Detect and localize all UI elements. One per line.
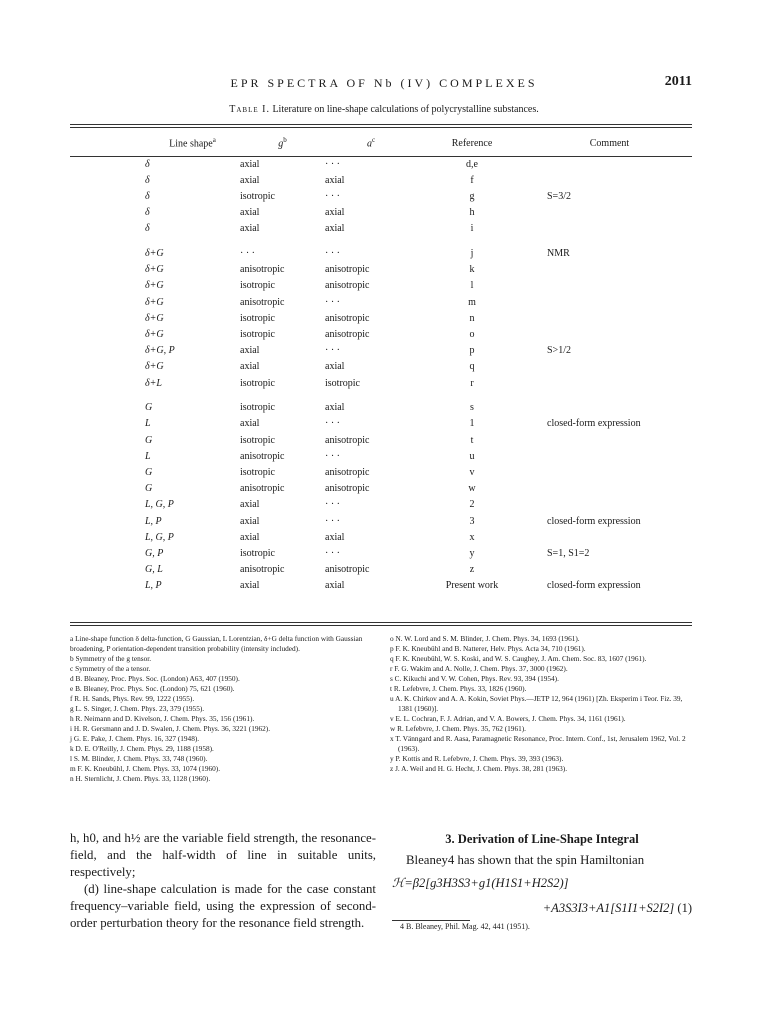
table-cell [240, 391, 325, 400]
footnote: o N. W. Lord and S. M. Blinder, J. Chem. Phys. 34, 1693 (1961). [390, 634, 580, 643]
spacer-cell [70, 343, 145, 359]
table-cell [527, 237, 692, 246]
table-cell: axial [325, 531, 345, 543]
table-cell: L, P [145, 580, 162, 592]
equation-line-2 [543, 901, 692, 916]
footnote: b Symmetry of the g tensor. [70, 654, 152, 663]
body-text-right [392, 852, 692, 869]
spacer-cell [70, 188, 145, 204]
table-cell: x [469, 531, 475, 543]
table-cell: p [469, 345, 475, 357]
table-row [70, 513, 692, 529]
table-cell [417, 391, 527, 400]
spacer-cell [70, 481, 145, 497]
footnotes-right [390, 634, 692, 774]
table-header-row [70, 130, 692, 156]
spacer-cell [70, 172, 145, 188]
table-cell: isotropic [240, 466, 275, 478]
table-cell: G, L [145, 564, 163, 576]
column-header: $g^b$ [278, 136, 287, 150]
spacer-cell [70, 432, 145, 448]
table-row [70, 205, 692, 221]
table-cell: axial [240, 580, 260, 592]
table-cell: anisotropic [325, 434, 370, 446]
footnote: c Symmetry of the a tensor. [70, 664, 151, 673]
table-cell: axial [240, 418, 260, 430]
table-cell [527, 375, 692, 391]
table-row [70, 245, 692, 261]
table-cell: anisotropic [240, 264, 285, 276]
table-cell: δ+G [145, 248, 164, 260]
table-cell [527, 448, 692, 464]
table-cell: anisotropic [325, 312, 370, 324]
table-cell: isotropic [240, 280, 275, 292]
footnotes-left [70, 634, 368, 784]
footnote: n H. Sternlicht, J. Chem. Phys. 33, 1128 (1960). [70, 774, 211, 783]
spacer-cell [70, 130, 145, 156]
table-cell: i [470, 223, 474, 235]
table-cell: · · · [325, 450, 340, 462]
table-row [70, 188, 692, 204]
table-cell: · · · [325, 418, 340, 430]
table-cell: t [470, 434, 474, 446]
table-cell: r [470, 377, 474, 389]
footnote: x T. Vänngard and R. Aasa, Paramagnetic Resonance, Proc. Intern. Conf., 1st, Jerusalem 1962, Vol. 2 (1963). [390, 734, 686, 753]
table-cell: n [469, 312, 475, 324]
table-cell: δ+G [145, 361, 164, 373]
table-cell: anisotropic [325, 564, 370, 576]
table-cell: L, P [145, 515, 162, 527]
table-cell: 2 [469, 499, 475, 511]
spacer-cell [70, 156, 145, 172]
footnote: u A. K. Chirkov and A. A. Kokin, Soviet Phys.—JETP 12, 964 (1961) [Zh. Eksperim i Teor. Fiz. 39, 1381 (1960)]. [390, 694, 683, 713]
table-cell: Present work [445, 580, 499, 592]
spacer-cell [70, 359, 145, 375]
table-cell: isotropic [240, 312, 275, 324]
table-cell: m [468, 296, 476, 308]
footnote: s C. Kikuchi and V. W. Cohen, Phys. Rev. 93, 394 (1954). [390, 674, 559, 683]
column-header: Reference [451, 137, 493, 149]
table-cell: · · · [325, 547, 340, 559]
table-cell [527, 529, 692, 545]
equation-number: (1) [677, 901, 692, 915]
table-cell: δ+G [145, 328, 164, 340]
table-cell: j [470, 248, 474, 260]
spacer-cell [70, 416, 145, 432]
table-cell: · · · [325, 158, 340, 170]
table-cell: axial [240, 174, 260, 186]
table-cell: L [145, 418, 151, 430]
table-row [70, 578, 692, 594]
footnote: v E. L. Cochran, F. J. Adrian, and V. A. Bowers, J. Chem. Phys. 34, 1161 (1961). [390, 714, 626, 723]
spacer-cell [70, 221, 145, 237]
row-gap [70, 237, 692, 246]
table-cell: · · · [325, 248, 340, 260]
table-cell: closed-form expression [547, 515, 641, 527]
table-cell [527, 391, 692, 400]
table-cell: isotropic [240, 377, 275, 389]
footnote: e B. Bleaney, Proc. Phys. Soc. (London) 75, 621 (1960). [70, 684, 235, 693]
table-cell: δ [145, 158, 150, 170]
equation-terms: +A3S3I3+A1[S1I1+S2I2] [542, 901, 675, 915]
table-cell: anisotropic [240, 564, 285, 576]
footnote: h R. Neimann and D. Kivelson, J. Chem. Phys. 35, 156 (1961). [70, 714, 255, 723]
footnote: j G. E. Pake, J. Chem. Phys. 16, 327 (1948). [70, 734, 200, 743]
table-cell [527, 326, 692, 342]
table-row [70, 359, 692, 375]
table-cell [527, 172, 692, 188]
table-cell: 3 [469, 515, 475, 527]
table-cell: closed-form expression [547, 418, 641, 430]
table-cell: S=3/2 [547, 190, 571, 202]
table-cell: isotropic [240, 402, 275, 414]
table-cell [240, 237, 325, 246]
table-row [70, 481, 692, 497]
table-cell: z [469, 564, 475, 576]
table-cell [527, 294, 692, 310]
table-cell: axial [240, 223, 260, 235]
caption-label: Table I. [229, 104, 270, 115]
paragraph: h, h0, and h½ are the variable field strength, the resonance-field, and the half-width of line in suitable units, respectively; [70, 831, 376, 879]
table-cell: · · · [325, 515, 340, 527]
table-cell: L, G, P [145, 531, 174, 543]
spacer-cell [70, 375, 145, 391]
table-cell: L, G, P [145, 499, 174, 511]
table-cell [527, 359, 692, 375]
table-header-rule [70, 156, 692, 157]
table-cell: NMR [547, 248, 570, 260]
table-cell: anisotropic [240, 450, 285, 462]
table-cell: axial [325, 207, 345, 219]
table-cell: f [470, 174, 474, 186]
table-cell: S=1, S1=2 [547, 547, 590, 559]
table-cell [527, 278, 692, 294]
table-row [70, 278, 692, 294]
table-cell [527, 400, 692, 416]
table-row [70, 529, 692, 545]
table-caption [0, 104, 768, 115]
spacer-cell [70, 464, 145, 480]
table-cell: · · · [240, 248, 255, 260]
table-bottom-rule [70, 622, 692, 626]
table-cell: G [145, 483, 153, 495]
table-cell: axial [325, 223, 345, 235]
footnote: q F. K. Kneubühl, W. S. Koski, and W. S. Caughey, J. Am. Chem. Soc. 83, 1607 (1961). [390, 654, 647, 663]
footnote: w R. Lefebvre, J. Chem. Phys. 35, 762 (1961). [390, 724, 526, 733]
footnote: i H. R. Gersmann and J. D. Swalen, J. Chem. Phys. 36, 3221 (1962). [70, 724, 271, 733]
footnote: a Line-shape function δ delta-function, G Gaussian, L Lorentzian, δ+G delta function with Gaussian broadening, P orientation-dependent transition probability (intensity included). [70, 634, 363, 653]
table-cell: axial [325, 580, 345, 592]
table-row [70, 294, 692, 310]
table-cell: axial [240, 515, 260, 527]
table-row [70, 562, 692, 578]
table-cell [527, 481, 692, 497]
table-row [70, 343, 692, 359]
table-cell: anisotropic [325, 328, 370, 340]
column-header: Line shape$^a$ [169, 136, 216, 150]
table-cell: d,e [466, 158, 478, 170]
table-cell: 1 [469, 418, 475, 430]
table-cell: h [469, 207, 475, 219]
spacer-cell [70, 545, 145, 561]
table-cell: u [469, 450, 475, 462]
table-cell: anisotropic [325, 483, 370, 495]
spacer-cell [70, 391, 145, 400]
spacer-cell [70, 237, 145, 246]
table-cell: axial [240, 207, 260, 219]
caption-text: Literature on line-shape calculations of polycrystalline substances. [269, 104, 539, 115]
table-row [70, 262, 692, 278]
table-cell: y [469, 547, 475, 559]
table-cell: · · · [325, 190, 340, 202]
table-cell: · · · [325, 499, 340, 511]
table-cell: δ+L [145, 377, 162, 389]
table-row [70, 545, 692, 561]
table-row [70, 448, 692, 464]
table-cell [527, 262, 692, 278]
table-cell: G [145, 402, 153, 414]
table-cell: o [469, 328, 475, 340]
table-cell: δ [145, 174, 150, 186]
spacer-cell [70, 205, 145, 221]
table-cell: δ+G [145, 296, 164, 308]
spacer-cell [70, 400, 145, 416]
table-cell: δ [145, 207, 150, 219]
spacer-cell [70, 262, 145, 278]
table-cell [527, 562, 692, 578]
table-cell: s [470, 402, 474, 414]
table-cell: axial [325, 174, 345, 186]
table-cell [527, 464, 692, 480]
table-cell: isotropic [240, 547, 275, 559]
section-heading: 3. Derivation of Line-Shape Integral [445, 832, 639, 846]
table-cell: δ+G [145, 280, 164, 292]
footnote: t R. Lefebvre, J. Chem. Phys. 33, 1826 (1960). [390, 684, 527, 693]
footnote: r F. G. Wakim and A. Nolle, J. Chem. Phys. 37, 3000 (1962). [390, 664, 568, 673]
table-cell: l [470, 280, 474, 292]
table-cell: G, P [145, 547, 164, 559]
spacer-cell [70, 513, 145, 529]
table-cell [527, 156, 692, 172]
table-cell: anisotropic [325, 466, 370, 478]
spacer-cell [70, 529, 145, 545]
spacer-cell [70, 278, 145, 294]
table-cell: G [145, 466, 153, 478]
footnote-bleaney: 4 B. Bleaney, Phil. Mag. 42, 441 (1951). [400, 922, 530, 931]
table-cell: isotropic [240, 190, 275, 202]
table-cell: axial [240, 499, 260, 511]
table-row [70, 156, 692, 172]
table-top-rule [70, 124, 692, 128]
row-gap [70, 391, 692, 400]
footnote: f R. H. Sands, Phys. Rev. 99, 1222 (1955). [70, 694, 195, 703]
table-cell: axial [240, 158, 260, 170]
table-cell: k [469, 264, 475, 276]
spacer-cell [70, 448, 145, 464]
literature-table [70, 130, 692, 594]
page-number: 2011 [664, 74, 692, 89]
footnote: d B. Bleaney, Proc. Phys. Soc. (London) A63, 407 (1950). [70, 674, 240, 683]
table-cell: g [469, 190, 475, 202]
table-cell: L [145, 450, 151, 462]
table-cell [417, 237, 527, 246]
footnote-rule [392, 920, 470, 921]
table-cell: · · · [325, 296, 340, 308]
table-row [70, 221, 692, 237]
table-cell: axial [325, 361, 345, 373]
table-row [70, 375, 692, 391]
spacer-cell [70, 294, 145, 310]
table-cell: anisotropic [240, 296, 285, 308]
equation-line-1: ℋ=β2[g3H3S3+g1(H1S1+H2S2)] [392, 876, 569, 890]
table-cell: δ [145, 223, 150, 235]
table-cell: closed-form expression [547, 580, 641, 592]
table-cell [527, 221, 692, 237]
table-cell: S>1/2 [547, 345, 571, 357]
table-cell [325, 391, 417, 400]
body-text-left [70, 830, 376, 932]
footnote: p F. K. Kneubühl and B. Natterer, Helv. Phys. Acta 34, 710 (1961). [390, 644, 586, 653]
spacer-cell [70, 578, 145, 594]
table-row [70, 432, 692, 448]
spacer-cell [70, 497, 145, 513]
table-cell: isotropic [240, 434, 275, 446]
table-row [70, 464, 692, 480]
table-cell: isotropic [240, 328, 275, 340]
paragraph: (d) line-shape calculation is made for the case constant frequency–variable field, using the expression of second-order perturbation theory for the resonance field strength. [70, 882, 376, 930]
table-row [70, 416, 692, 432]
table-cell: δ+G [145, 312, 164, 324]
table-cell: axial [240, 361, 260, 373]
table-cell: w [468, 483, 476, 495]
footnote: m F. K. Kneubühl, J. Chem. Phys. 33, 1074 (1960). [70, 764, 221, 773]
table-cell: anisotropic [325, 280, 370, 292]
table-cell: δ+G, P [145, 345, 175, 357]
table-cell: axial [325, 402, 345, 414]
table-row [70, 400, 692, 416]
table-cell: q [469, 361, 475, 373]
table-row [70, 326, 692, 342]
footnote: y P. Kottis and R. Lefebvre, J. Chem. Phys. 39, 393 (1963). [390, 754, 564, 763]
table-cell: · · · [325, 345, 340, 357]
footnote: l S. M. Blinder, J. Chem. Phys. 33, 748 (1960). [70, 754, 208, 763]
table-cell: δ+G [145, 264, 164, 276]
footnote: z J. A. Weil and H. G. Hecht, J. Chem. Phys. 38, 281 (1963). [390, 764, 568, 773]
spacer-cell [70, 562, 145, 578]
table-cell [527, 310, 692, 326]
table-cell [527, 205, 692, 221]
column-header: Comment [589, 137, 630, 149]
table-cell [325, 237, 417, 246]
paragraph: Bleaney4 has shown that the spin Hamiltonian [406, 853, 645, 867]
table-cell: v [469, 466, 475, 478]
table-cell [145, 391, 240, 400]
table-cell [527, 432, 692, 448]
table-cell: anisotropic [240, 483, 285, 495]
table-row [70, 310, 692, 326]
running-title: EPR SPECTRA OF Nb (IV) COMPLEXES [230, 76, 538, 90]
table-cell [527, 497, 692, 513]
table-cell: G [145, 434, 153, 446]
table-row [70, 497, 692, 513]
spacer-cell [70, 245, 145, 261]
column-header: $a^c$ [366, 136, 376, 150]
spacer-cell [70, 310, 145, 326]
table-cell: anisotropic [325, 264, 370, 276]
table-cell: isotropic [325, 377, 360, 389]
table-cell: δ [145, 190, 150, 202]
table-cell [145, 237, 240, 246]
table-cell: axial [240, 531, 260, 543]
footnote: g L. S. Singer, J. Chem. Phys. 23, 379 (1955). [70, 704, 205, 713]
table-row [70, 172, 692, 188]
table-cell: axial [240, 345, 260, 357]
footnote: k D. E. O'Reilly, J. Chem. Phys. 29, 1188 (1958). [70, 744, 214, 753]
spacer-cell [70, 326, 145, 342]
